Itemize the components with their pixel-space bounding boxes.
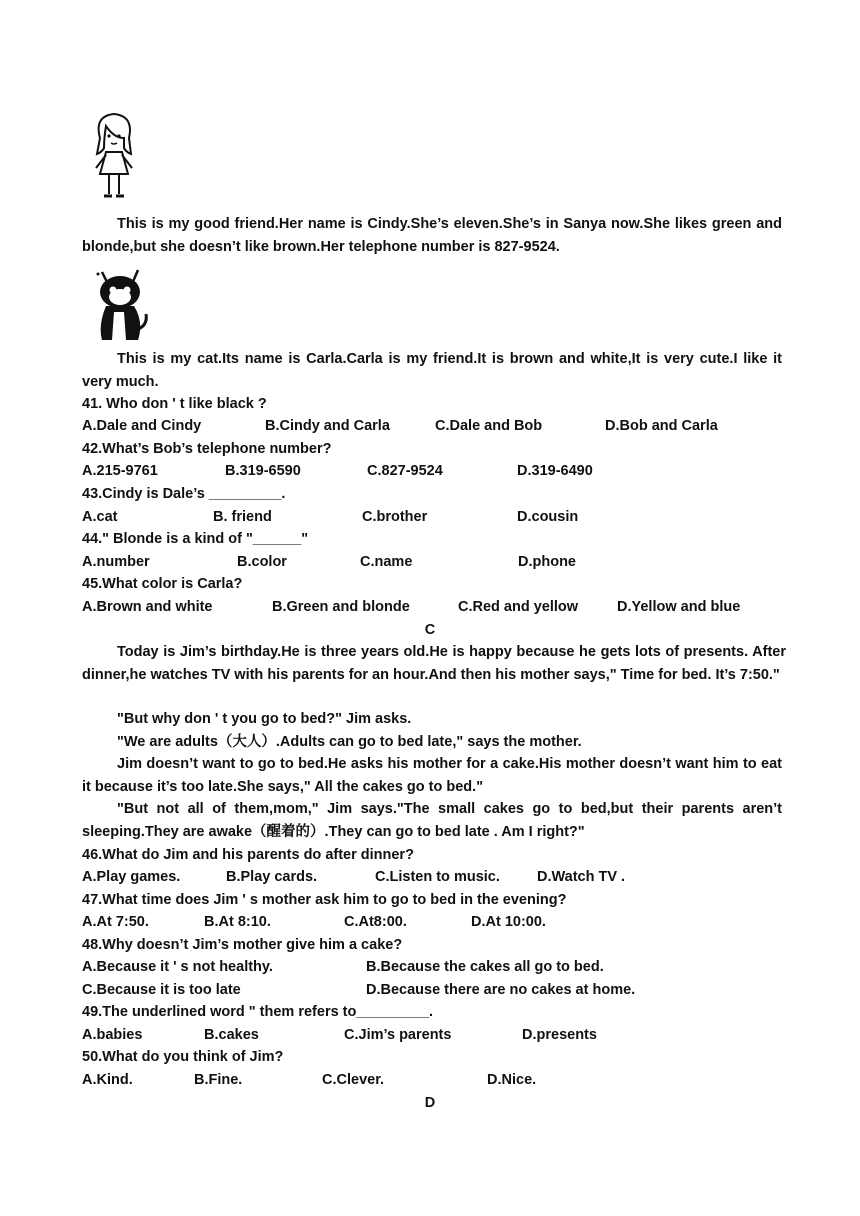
q48-option-c: C.Because it is too late: [82, 982, 241, 998]
girl-drawing: [84, 108, 144, 203]
q43-option-c: C.brother: [362, 509, 428, 525]
q46-option-b: B.Play cards.: [226, 869, 318, 885]
q47-option-c: C.At8:00.: [344, 914, 407, 930]
q49-option-b: B.cakes: [204, 1027, 259, 1043]
section-c-paragraph-2: "But why don ' t you go to bed?" Jim asks.: [117, 711, 412, 727]
question-48: 48.Why doesn’t Jim’s mother give him a cake?: [82, 937, 403, 953]
q41-option-b: B.Cindy and Carla: [265, 418, 390, 434]
q43-option-d: D.cousin: [517, 509, 579, 525]
q48-option-a: A.Because it ' s not healthy.: [82, 959, 273, 975]
q42-option-d: D.319-6490: [517, 463, 593, 479]
question-41: 41. Who don ' t like black ?: [82, 396, 267, 412]
q49-option-c: C.Jim’s parents: [344, 1027, 452, 1043]
q44-option-c: C.name: [360, 554, 413, 570]
question-50: 50.What do you think of Jim?: [82, 1049, 284, 1065]
q47-option-d: D.At 10:00.: [471, 914, 546, 930]
q46-option-a: A.Play games.: [82, 869, 181, 885]
q47-option-b: B.At 8:10.: [204, 914, 271, 930]
q41-option-d: D.Bob and Carla: [605, 418, 718, 434]
question-47: 47.What time does Jim ' s mother ask him to go to bed in the evening?: [82, 892, 567, 908]
q48-option-d: D.Because there are no cakes at home.: [366, 982, 636, 998]
q41-option-c: C.Dale and Bob: [435, 418, 543, 434]
question-44: 44." Blonde is a kind of "______": [82, 531, 309, 547]
section-c-paragraph-4: Jim doesn’t want to go to bed.He asks his mother for a cake.His mother doesn’t want him to eat it because it’s too late.She says," All the cakes go to bed.": [82, 756, 782, 795]
cindy-paragraph: This is my good friend.Her name is Cindy.She’s eleven.She’s in Sanya now.She likes green and blonde,but she doesn’t like brown.Her telephone number is 827-9524.: [82, 216, 782, 255]
question-45: 45.What color is Carla?: [82, 576, 243, 592]
q44-option-a: A.number: [82, 554, 150, 570]
q50-option-b: B.Fine.: [194, 1072, 243, 1088]
q44-option-b: B.color: [237, 554, 287, 570]
q41-option-a: A.Dale and Cindy: [82, 418, 202, 434]
q47-option-a: A.At 7:50.: [82, 914, 149, 930]
q43-option-b: B. friend: [213, 509, 272, 525]
q43-option-a: A.cat: [82, 509, 118, 525]
question-43: 43.Cindy is Dale’s _________.: [82, 486, 286, 502]
q50-option-d: D.Nice.: [487, 1072, 537, 1088]
q44-option-d: D.phone: [518, 554, 576, 570]
q48-option-b: B.Because the cakes all go to bed.: [366, 959, 604, 975]
section-c-paragraph-3: "We are adults（大人）.Adults can go to bed late," says the mother.: [117, 734, 582, 750]
section-c-paragraph-5: "But not all of them,mom," Jim says."The small cakes go to bed,but their parents aren’t sleeping.They are awake（醒着的）.They can go to bed late . Am I right?": [82, 801, 782, 840]
q50-option-c: C.Clever.: [322, 1072, 385, 1088]
q50-option-a: A.Kind.: [82, 1072, 133, 1088]
section-c-paragraph-1: Today is Jim’s birthday.He is three years old.He is happy because he gets lots of presents. After dinner,he watches TV with his parents for an hour.And then his mother says," Time for bed. It’s 7:50.": [82, 644, 786, 683]
q42-option-c: C.827-9524: [367, 463, 443, 479]
question-46: 46.What do Jim and his parents do after dinner?: [82, 847, 414, 863]
q49-option-a: A.babies: [82, 1027, 143, 1043]
q46-option-c: C.Listen to music.: [375, 869, 500, 885]
section-d-heading: D: [424, 1095, 436, 1111]
question-42: 42.What’s Bob’s telephone number?: [82, 441, 332, 457]
q45-option-b: B.Green and blonde: [272, 599, 410, 615]
question-49: 49.The underlined word " them refers to_________.: [82, 1004, 433, 1020]
q42-option-a: A.215-9761: [82, 463, 158, 479]
cat-drawing: [88, 260, 153, 345]
q45-option-d: D.Yellow and blue: [617, 599, 741, 615]
q45-option-c: C.Red and yellow: [458, 599, 579, 615]
q42-option-b: B.319-6590: [225, 463, 301, 479]
q45-option-a: A.Brown and white: [82, 599, 213, 615]
q49-option-d: D.presents: [522, 1027, 597, 1043]
section-c-heading: C: [424, 622, 436, 638]
cat-paragraph: This is my cat.Its name is Carla.Carla is my friend.It is brown and white,It is very cute.I like it very much.: [82, 351, 782, 390]
q46-option-d: D.Watch TV .: [537, 869, 626, 885]
